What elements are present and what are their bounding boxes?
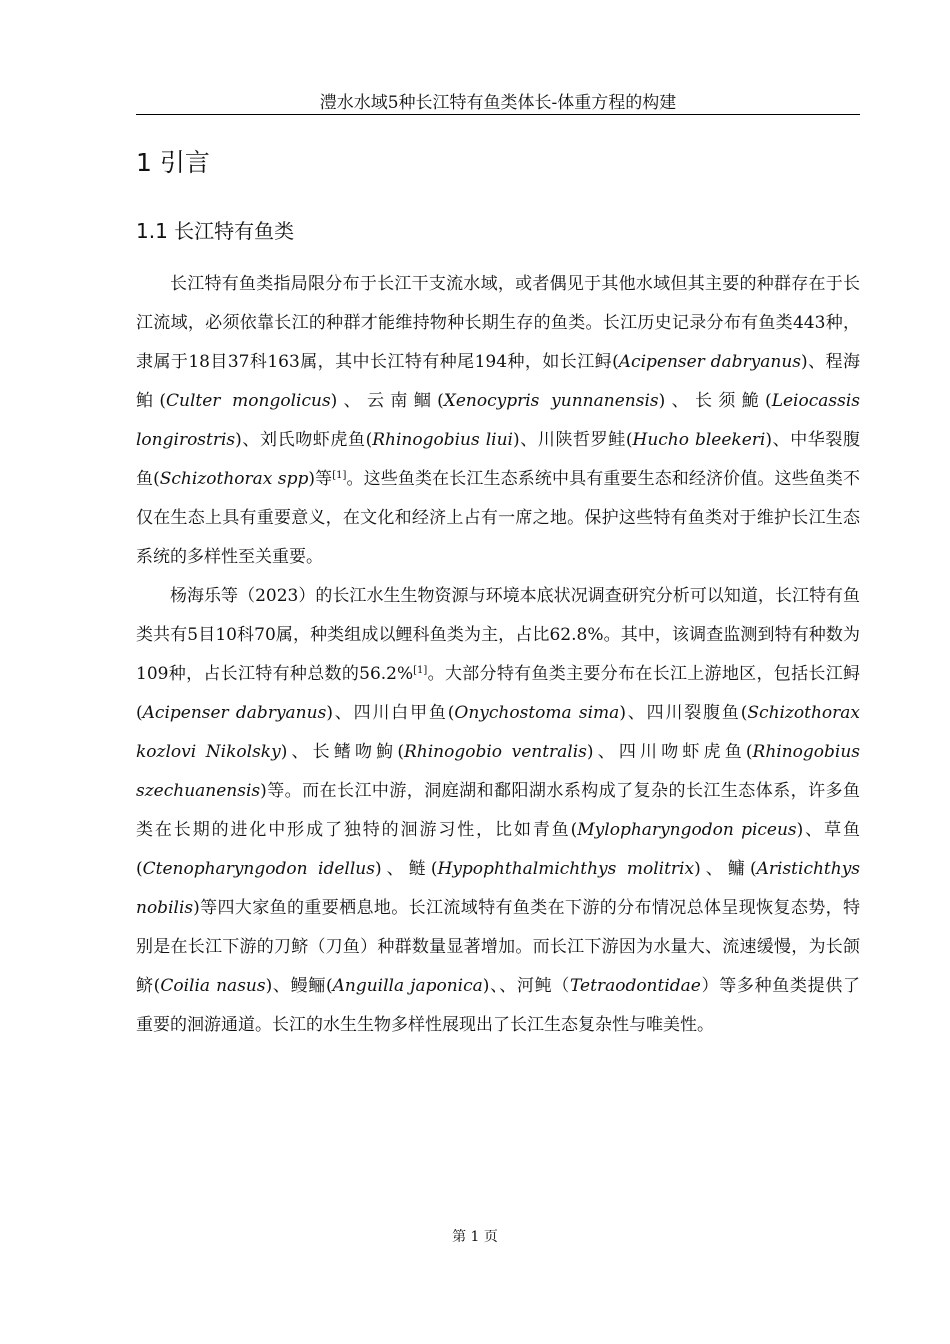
species-name: Tetraodontidae [570, 976, 701, 996]
species-name: Mylopharyngodon piceus [577, 820, 797, 840]
page-number: 第 1 页 [452, 1229, 498, 1245]
citation-ref: [1] [413, 665, 428, 676]
species-name: Hypophthalmichthys molitrix [437, 859, 695, 879]
text-run: 。这些鱼类在长江生态系统中具有重要生态和经济价值。这些鱼类不仅在生态上具有重要意义，在文化和经济上占有一席之地。保护这些特有鱼类对于维护长江生态系统的多样性至关重要。 [136, 469, 860, 567]
species-name: Aristichthys nobilis [136, 859, 861, 918]
text-run: )、四川吻虾虎鱼( [586, 742, 753, 762]
text-run: )、四川裂腹鱼( [619, 703, 748, 723]
body-text [136, 265, 860, 1045]
text-run: )、中华裂腹鱼( [136, 430, 861, 489]
running-header: 澧水水域5种长江特有鱼类体长-体重方程的构建 [319, 93, 677, 113]
text-run: )、长鳍吻鮈( [280, 742, 404, 762]
text-run: )、长须鮠( [658, 391, 772, 411]
text-run: )、程海鲌( [136, 352, 860, 411]
text-run: )、四川白甲鱼( [326, 703, 455, 723]
text-run: )、鲢( [374, 859, 438, 879]
species-name: Hucho bleekeri [632, 430, 766, 450]
species-name: Anguilla japonica [332, 976, 483, 996]
species-name: Culter mongolicus [166, 391, 331, 411]
text-run: )、川陕哲罗鲑( [513, 430, 633, 450]
text-run: )等。而在长江中游，洞庭湖和鄱阳湖水系构成了复杂的长江生态体系，许多鱼类在长期的进化中形成了独特的洄游习性，比如青鱼( [136, 781, 860, 840]
species-name: Rhinogobius szechuanensis [136, 742, 861, 801]
species-name: Xenocypris yunnanensis [443, 391, 659, 411]
species-name: Schizothorax spp [159, 469, 309, 489]
species-name: Rhinogobio ventralis [403, 742, 587, 762]
species-name: Schizothorax kozlovi Nikolsky [136, 703, 861, 762]
text-run: )、鳙( [694, 859, 757, 879]
species-name: Rhinogobius liui [372, 430, 513, 450]
text-run: 杨海乐等（2023）的长江水生生物资源与环境本底状况调查研究分析可以知道，长江特有鱼类共有5目10科70属，种类组成以鲤科鱼类为主，占比62.8%。其中，该调查监测到特有种数为109种，占长江特有种总数的56.2% [136, 586, 860, 684]
text-run: )、刘氏吻虾虎鱼( [235, 430, 373, 450]
species-name: Acipenser dabryanus [618, 352, 802, 372]
paragraph-2 [136, 577, 860, 1045]
section-heading: 1 引言 [136, 148, 210, 177]
species-name: Acipenser dabryanus [142, 703, 327, 723]
text-run: )、云南鲴( [330, 391, 444, 411]
text-run: 。大部分特有鱼类主要分布在长江上游地区，包括长江鲟( [136, 664, 861, 723]
text-run: 长江特有鱼类指局限分布于长江干支流水域，或者偶见于其他水域但其主要的种群存在于长江流域，必须依靠长江的种群才能维持物种长期生存的鱼类。长江历史记录分布有鱼类443种，隶属于18目37科163属，其中长江特有种尾194种，如长江鲟( [136, 274, 860, 372]
text-run: )、、河鲀（ [482, 976, 571, 996]
header-rule [136, 114, 860, 115]
species-name: Coilia nasus [160, 976, 266, 996]
species-name: Ctenopharyngodon idellus [142, 859, 375, 879]
species-name: Onychostoma sima [454, 703, 620, 723]
text-run: ）等多种鱼类提供了重要的洄游通道。长江的水生生物多样性展现出了长江生态复杂性与唯美性。 [136, 976, 861, 1035]
text-run: )等 [308, 469, 333, 489]
species-name: Leiocassis longirostris [136, 391, 860, 450]
subsection-heading: 1.1 长江特有鱼类 [136, 219, 295, 243]
citation-ref: [1] [332, 470, 347, 481]
text-run: )、草鱼( [136, 820, 860, 879]
paragraph-1 [136, 265, 860, 577]
text-run: )等四大家鱼的重要栖息地。长江流域特有鱼类在下游的分布情况总体呈现恢复态势，特别是在长江下游的刀鲚（刀鱼）种群数量显著增加。而长江下游因为水量大、流速缓慢，为长颌鲚( [136, 898, 860, 996]
text-run: )、鳗鲡( [265, 976, 333, 996]
